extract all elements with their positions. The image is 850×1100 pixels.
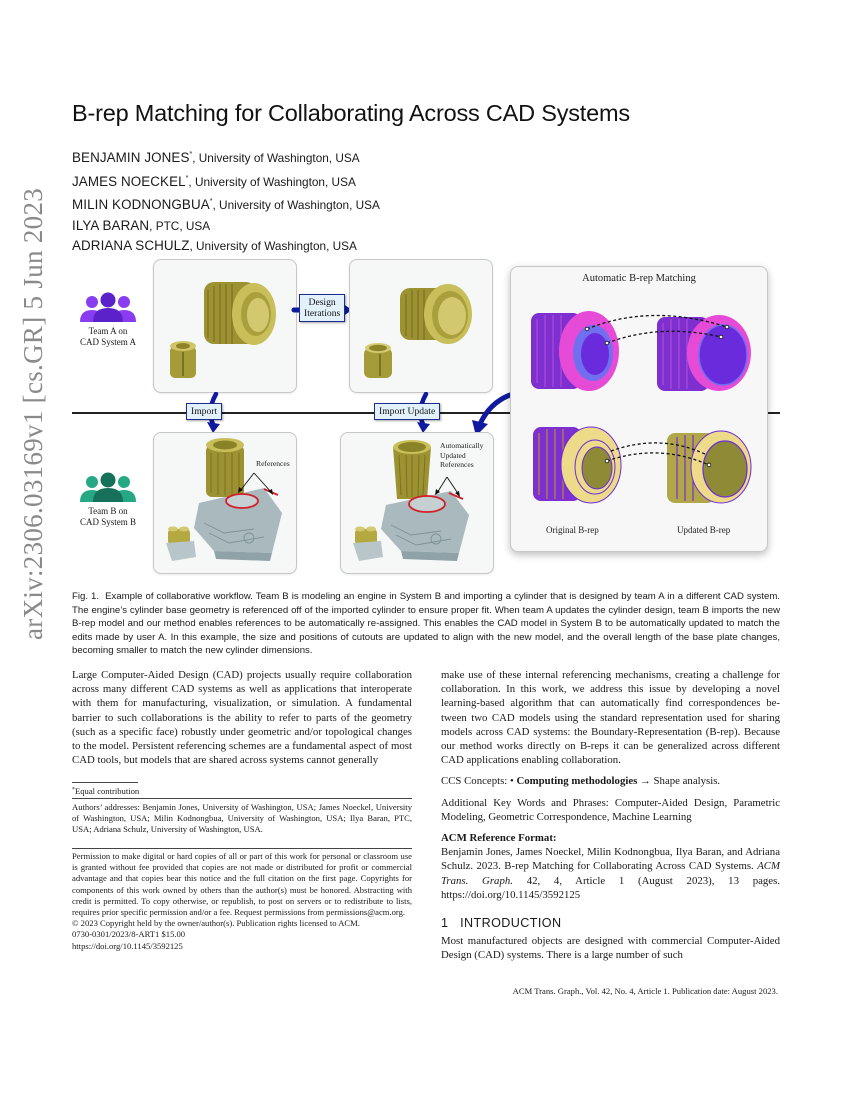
arxiv-stamp: arXiv:2306.03169v1 [cs.GR] 5 Jun 2023 bbox=[18, 187, 48, 640]
abstract-right-column bbox=[441, 668, 780, 963]
author-entry: ADRIANA SCHULZ, University of Washington, USA bbox=[72, 238, 357, 254]
engine-model-image bbox=[154, 433, 296, 573]
team-a-people-icon bbox=[79, 292, 137, 322]
import-tag: Import bbox=[186, 403, 222, 420]
updated-brep-caption: Updated B-rep bbox=[677, 525, 731, 535]
auto-updated-references-label: Automatically Updated References bbox=[440, 441, 484, 469]
updated-cylinder-model-image bbox=[350, 260, 492, 392]
import-update-tag: Import Update bbox=[374, 403, 440, 420]
author-entry: ILYA BARAN, PTC, USA bbox=[72, 217, 211, 233]
original-brep-caption: Original B-rep bbox=[546, 525, 599, 535]
team-b-label: Team B on CAD System B bbox=[68, 472, 148, 528]
authors-addresses: Authors’ addresses: Benjamin Jones, University of Washington, USA; James Noeckel, University of Washington, USA; Milin Kodnongbua, University of Washington, USA; Ilya Baran, PTC, USA; Adriana Schulz, University of Washington, USA. bbox=[72, 802, 412, 835]
permission-rule bbox=[72, 848, 412, 849]
section-heading-introduction: 1 INTRODUCTION bbox=[441, 916, 562, 931]
abstract-left-column bbox=[72, 668, 412, 767]
author-entry: JAMES NOECKEL*, University of Washington, USA bbox=[72, 173, 356, 189]
brep-matching-image bbox=[511, 267, 767, 551]
addresses-rule bbox=[72, 798, 412, 799]
abstract-paragraph: Large Computer-Aided Design (CAD) projects usually require collaboration across many different CAD systems as well as applications that interoperate with them for manufacturing, visualization, or simulation. A fundamental barrier to such collaborations is the ability to refer to parts of the geometry (such as a specific face) robustly under geometric and/or topological changes to the model. Persistent referencing schemes are a fundamental aspect of most CAD tools, but models that are shared across systems cannot generally bbox=[72, 669, 412, 767]
acm-reference-heading: ACM Reference Format: bbox=[441, 832, 557, 845]
panel-updated-cylinder bbox=[349, 259, 493, 393]
author-entry: MILIN KODNONGBUA*, University of Washington, USA bbox=[72, 197, 380, 213]
design-iterations-tag: Design Iterations bbox=[299, 294, 345, 322]
cylinder-model-image bbox=[154, 260, 296, 392]
figure-caption: Fig. 1. Example of collaborative workflow. Team B is modeling an engine in System B and importing a cylinder that is designed by team A in a different CAD system. The engine’s cylinder base geometry is referenced off of the imported cylinder to ensure proper fit. When team A updates the cylinder design, team B imports the new B-rep model and our method enables references to be automatically re-assigned. This enables the CAD model in System B to be automatically updated to match the edits made by user A. In this example, the size and positions of cutouts are updated to align with the new model, and the overall length of the base plate changes, becoming smaller to match the new cylinder dimensions. bbox=[72, 591, 780, 657]
introduction-paragraph: Most manufactured objects are designed with commercial Computer-Aided Design (CAD) systems. There is a large number of such bbox=[441, 935, 780, 962]
paper-title: B-rep Matching for Collaborating Across CAD Systems bbox=[72, 100, 630, 126]
panel-original-cylinder bbox=[153, 259, 297, 393]
ccs-concepts: CCS Concepts: • Computing methodologies → Shape analysis. bbox=[441, 775, 721, 788]
acm-reference-text: Benjamin Jones, James Noeckel, Milin Kodnongbua, Ilya Baran, and Adriana Schulz. 2023. B-rep Matching for Collaborating Across CAD Systems. ACM Trans. Graph. 42, 4, Article 1 (August 2023), 13 pages. https://doi.org/10.1145/3592125 bbox=[441, 846, 780, 901]
doi-link[interactable]: https://doi.org/10.1145/3592125 bbox=[72, 940, 183, 951]
panel-brep-matching bbox=[510, 266, 768, 552]
references-label: References bbox=[256, 459, 290, 468]
footnote-rule bbox=[72, 782, 138, 783]
abstract-paragraph: make use of these internal referencing mechanisms, creating a challenge for collaboration. In this work, we address this issue by developing a novel learning-based algorithm that can automatically find correspondences be-tween two CAD models using the standard representation used for sharing models across CAD systems: the Boundary-Representation (B-rep). Because our method works directly on B-reps it can be generalized across different CAD applications enabling collaboration. bbox=[441, 669, 780, 767]
team-b-people-icon bbox=[79, 472, 137, 502]
author-list bbox=[72, 145, 380, 257]
author-entry: BENJAMIN JONES*, University of Washington, USA bbox=[72, 150, 360, 165]
running-footer: ACM Trans. Graph., Vol. 42, No. 4, Article 1. Publication date: August 2023. bbox=[512, 986, 778, 996]
permission-notice: Permission to make digital or hard copies of all or part of this work for personal or classroom use is granted without fee provided that copies are not made or distributed for profit or commercial advantage and that copies bear this notice and the full citation on the first page. Copyrights for components of this work owned by others than the author(s) must be honored. Abstracting with credit is permitted. To copy otherwise, or republish, to post on servers or to redistribute to lists, requires prior specific permission and/or a fee. Request permissions from permissions@acm.org. © 2023 Copyright held by the owner/author(s). Publication rights licensed to ACM. 0730-0301/2023/8-ART1 $15.00 https://doi.org/10.1145/3592125 bbox=[72, 851, 412, 951]
panel-engine-references bbox=[153, 432, 297, 574]
matching-panel-title: Automatic B-rep Matching bbox=[582, 273, 696, 284]
panel-engine-updated-references bbox=[340, 432, 494, 574]
equal-contribution-footnote: *Equal contribution bbox=[72, 786, 140, 796]
keywords: Additional Key Words and Phrases: Computer-Aided Design, Parametric Modeling, Geometric Correspondence, Machine Learning bbox=[441, 796, 780, 823]
team-a-label: Team A on CAD System A bbox=[68, 292, 148, 348]
